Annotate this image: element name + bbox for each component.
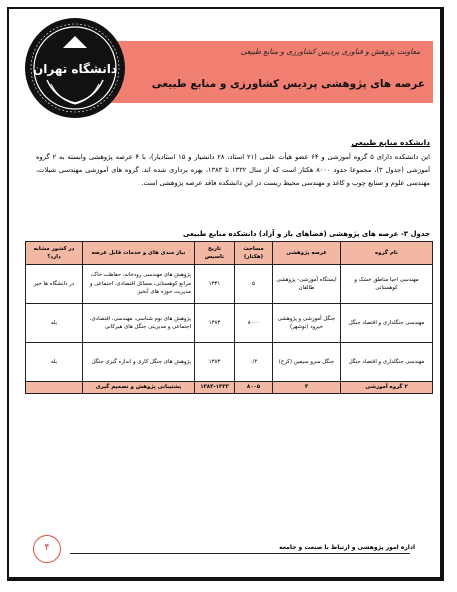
table-title: جدول ۳- عرصه های پژوهشی (فضاهای باز و آزاد) دانشکده منابع طبیعی bbox=[183, 230, 430, 238]
cell-similar: در دانشگاه ها خیر bbox=[26, 265, 83, 304]
footer-text: اداره امور پژوهشی و ارتباط با صنعت و جامعه bbox=[279, 544, 415, 551]
header-group-name: نام گروه bbox=[341, 242, 433, 265]
table-row bbox=[26, 304, 433, 343]
cell-year: ۱۳۸۳ bbox=[195, 343, 235, 382]
section-title: دانشکده منابع طبیعی bbox=[351, 138, 430, 147]
total-area: ۸۰۰۵ bbox=[235, 382, 273, 394]
cell-year: ۱۳۸۳ bbox=[195, 304, 235, 343]
cell-group: مهندسی احیا مناطق خشک و کوهستانی bbox=[341, 265, 433, 304]
header-similar: در کشور مشابه دارد؟ bbox=[26, 242, 83, 265]
cell-services: پژوهش های جنگل کاری و اندازه گیری جنگل bbox=[83, 343, 195, 382]
cell-group: مهندسی جنگلداری و اقتصاد جنگل bbox=[341, 304, 433, 343]
cell-hectares: ۵ bbox=[235, 265, 273, 304]
page-title: عرصه های پژوهشی پردیس کشاورزی و منابع طبیعی bbox=[151, 78, 425, 90]
logo-text: دانشگاه تهران bbox=[33, 62, 117, 76]
cell-area-name: ایستگاه آموزشی- پژوهشی طالقان bbox=[273, 265, 341, 304]
total-last bbox=[26, 382, 83, 394]
cell-services: پژوهش های بوم شناسی، مهندسی، اقتصادی، اجتماعی و مدیریتی جنگل های هیرکانی bbox=[83, 304, 195, 343]
table-total-row bbox=[26, 382, 433, 394]
table-row bbox=[26, 343, 433, 382]
cell-similar: بله bbox=[26, 304, 83, 343]
cell-similar: بله bbox=[26, 343, 83, 382]
section-paragraph: این دانشکده دارای ۵ گروه آموزشی و ۶۴ عضو هیأت علمی (۲۱ استاد، ۲۸ دانشیار و ۱۵ استادیار)، با ۴ عرصه پژوهشی وابسته به ۲ گروه آموزشی (جدول ۳)، مجموعا حدود ۸۰۰۰ هکتار است که از سال ۱۳۳۲ تا ۱۳۸۳، بهره برداری شده اند. گروه های آموزشی مهندسی شیلات، مهندسی علوم و صنایع چوب و کاغذ و مهندسی محیط زیست در این دانشکده فاقد عرصه پژوهشی است. bbox=[36, 153, 430, 187]
header-area: مساحت (هکتار) bbox=[235, 242, 273, 265]
table-header-row bbox=[26, 242, 433, 265]
footer-divider bbox=[70, 553, 410, 554]
header-research-area: عرصه پژوهشی bbox=[273, 242, 341, 265]
cell-area-name: جنگل آموزشی و پژوهشی خیرود (نوشهر) bbox=[273, 304, 341, 343]
table-row bbox=[26, 265, 433, 304]
cell-group: مهندسی جنگلداری و اقتصاد جنگل bbox=[341, 343, 433, 382]
research-areas-table bbox=[25, 241, 433, 394]
total-years: ۱۳۸۳-۱۳۳۳ bbox=[195, 382, 235, 394]
cell-year: ۱۳۳۱ bbox=[195, 265, 235, 304]
page-number: ۴ bbox=[33, 535, 61, 563]
total-note: پشتیبانی پژوهش و تصمیم گیری bbox=[83, 382, 195, 394]
university-logo-icon bbox=[25, 18, 125, 118]
cell-area-name: جنگل سرو سیمین (کرج) bbox=[273, 343, 341, 382]
header-services: نیاز مندی های و خدمات قابل عرضه bbox=[83, 242, 195, 265]
header-founded: تاریخ تاسیس bbox=[195, 242, 235, 265]
total-label: ۲ گروه آموزشی bbox=[341, 382, 433, 394]
cell-hectares: ۸۰۰۰ bbox=[235, 304, 273, 343]
cell-services: پژوهش های مهندسی رودخانه، حفاظت خاک، مراتع کوهستانی، مسائل اقتصادی، اجتماعی و مدیریت حوزه های آبخیز bbox=[83, 265, 195, 304]
total-count: ۳ bbox=[273, 382, 341, 394]
cell-hectares: ۰/۲ bbox=[235, 343, 273, 382]
header-subtitle: معاونت پژوهش و فناوری پردیس کشاورزی و منابع طبیعی bbox=[240, 47, 420, 56]
